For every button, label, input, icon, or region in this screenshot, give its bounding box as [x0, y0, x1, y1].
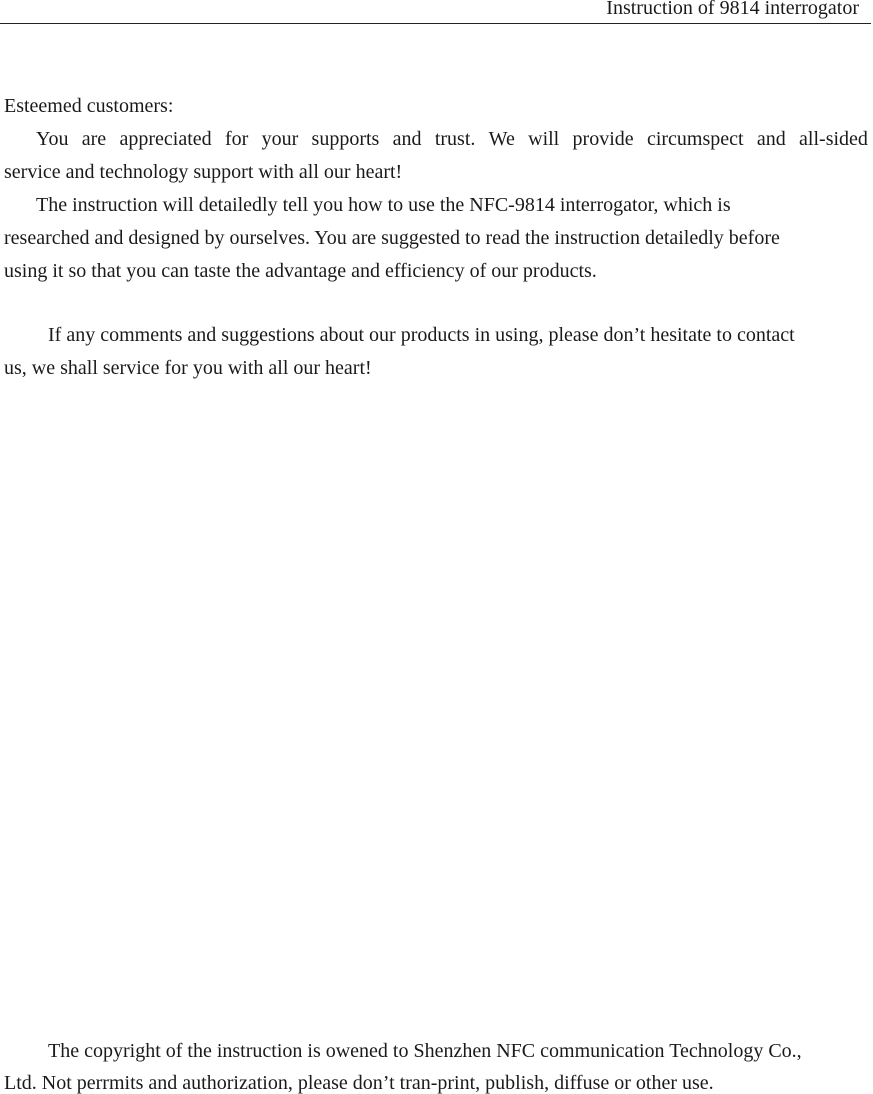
paragraph-2-line-2: researched and designed by ourselves. You are suggested to read the instruction detailedly before — [4, 227, 780, 249]
header-title: Instruction of 9814 interrogator — [606, 0, 859, 19]
salutation: Esteemed customers: — [4, 95, 174, 117]
word: provide — [572, 128, 634, 150]
word: for — [224, 128, 249, 150]
copyright-line-1: The copyright of the instruction is owened to Shenzhen NFC communication Technology Co., — [48, 1040, 802, 1062]
word: and — [392, 128, 422, 150]
copyright-line-2: Ltd. Not perrmits and authorization, please don’t tran-print, publish, diffuse or other use. — [4, 1072, 714, 1094]
word: and — [756, 128, 786, 150]
word: You — [36, 128, 69, 150]
word: will — [528, 128, 560, 150]
word: circumspect — [646, 128, 744, 150]
word: your — [261, 128, 299, 150]
paragraph-1-line-1 — [36, 129, 868, 149]
paragraph-3-line-2: us, we shall service for you with all our heart! — [4, 357, 372, 379]
word: supports — [311, 128, 380, 150]
paragraph-2-line-3: using it so that you can taste the advantage and efficiency of our products. — [4, 260, 597, 282]
word: all-sided — [799, 128, 868, 150]
word: We — [488, 128, 515, 150]
word: are — [81, 128, 107, 150]
paragraph-2-line-1: The instruction will detailedly tell you how to use the NFC-9814 interrogator, which is — [36, 194, 731, 216]
page-header — [0, 0, 871, 24]
paragraph-3-line-1: If any comments and suggestions about our products in using, please don’t hesitate to contact — [48, 324, 795, 346]
paragraph-1-line-2: service and technology support with all our heart! — [4, 161, 403, 183]
word: appreciated — [119, 128, 212, 150]
word: trust. — [434, 128, 476, 150]
